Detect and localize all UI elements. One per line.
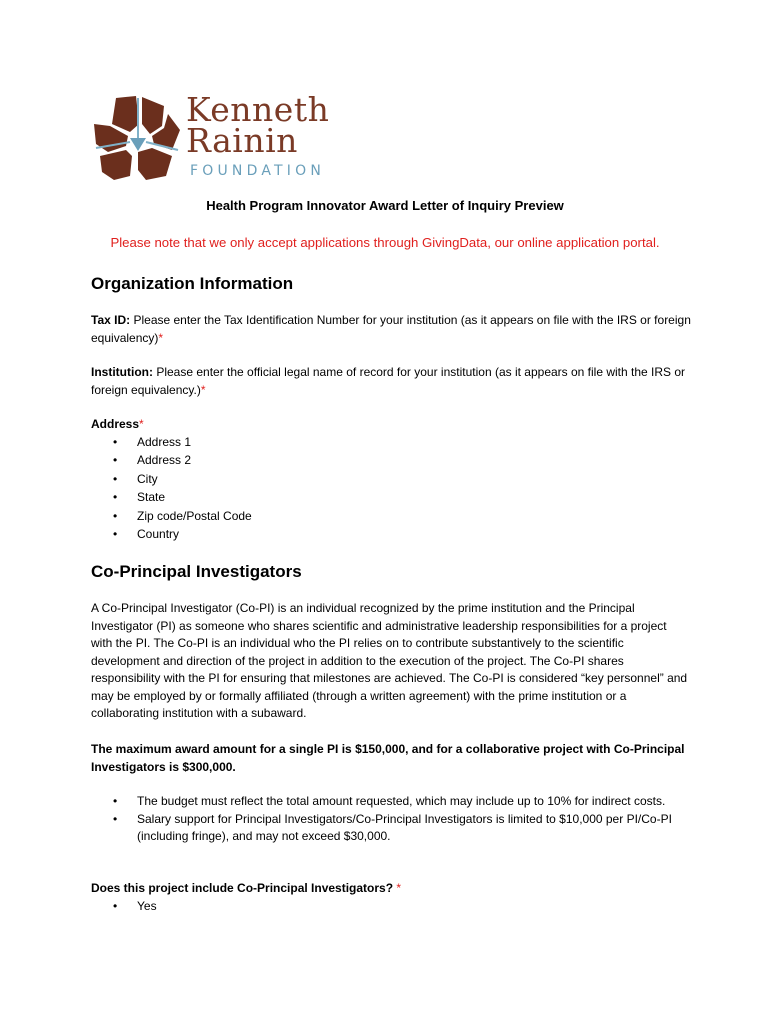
max-award-statement: The maximum award amount for a single PI is $150,000, and for a collaborative project with Co-Principal Investigators is $300,000.	[91, 742, 685, 774]
list-item: • Address 1	[91, 433, 252, 451]
list-item: • City	[91, 470, 252, 488]
required-mark: *	[158, 330, 164, 345]
foundation-emblem-icon	[92, 94, 182, 184]
institution-text: Please enter the official legal name of record for your institution (as it appears on file with the IRS or foreign equivalency.)	[91, 365, 686, 397]
list-item: • Address 2	[91, 451, 252, 469]
copi-question: Does this project include Co-Principal Investigators?	[91, 881, 394, 895]
budget-notes-list	[91, 793, 691, 846]
copi-description: A Co-Principal Investigator (Co-PI) is an individual recognized by the prime institution and the Principal Investigator (PI) as someone who shares scientific and administrative leadership responsibilities for a project with the PI. The Co-PI is an individual who the PI relies on to contribute substantively to the scientific development and direction of the project in addition to the execution of the project. The Co-PI shares responsibility with the PI for ensuring that milestones are achieved. The Co-PI is considered “key personnel” and may be employed by or formally affiliated (through a written agreement) with the prime institution or a collaborating institution with a subaward.	[91, 601, 688, 720]
required-mark: *	[396, 881, 402, 895]
copi-options-list	[91, 897, 157, 915]
org-info-heading: Organization Information	[91, 274, 294, 293]
institution-label: Institution:	[91, 365, 153, 379]
copi-heading: Co-Principal Investigators	[91, 562, 302, 581]
portal-notice: Please note that we only accept applications through GivingData, our online application portal.	[110, 235, 660, 250]
list-item: • Country	[91, 525, 252, 543]
logo-name-line2: Rainin	[186, 121, 298, 160]
foundation-logo	[92, 90, 342, 184]
list-item: • The budget must reflect the total amount requested, which may include up to 10% for indirect costs.	[91, 793, 691, 811]
address-field-list	[91, 433, 252, 543]
list-item: • Salary support for Principal Investigators/Co-Principal Investigators is limited to $10,000 per PI/Co-PI (including fringe), and may not exceed $30,000.	[91, 811, 691, 846]
list-item: • Yes	[91, 897, 157, 915]
list-item: • State	[91, 488, 252, 506]
required-mark: *	[139, 417, 144, 431]
required-mark: *	[200, 382, 206, 397]
tax-id-field	[91, 312, 691, 347]
list-item: • Zip code/Postal Code	[91, 507, 252, 525]
institution-field	[91, 364, 691, 399]
logo-name-line1: Kenneth	[186, 90, 330, 129]
tax-id-text: Please enter the Tax Identification Number for your institution (as it appears on file with the IRS or foreign equivalency)	[91, 313, 691, 345]
address-label-row	[91, 416, 691, 434]
logo-wordmark	[186, 90, 330, 160]
document-title: Health Program Innovator Award Letter of Inquiry Preview	[206, 198, 564, 213]
tax-id-label: Tax ID:	[91, 313, 131, 327]
logo-subtitle: FOUNDATION	[190, 163, 325, 179]
address-label: Address	[91, 417, 140, 431]
copi-question-row	[91, 880, 691, 898]
